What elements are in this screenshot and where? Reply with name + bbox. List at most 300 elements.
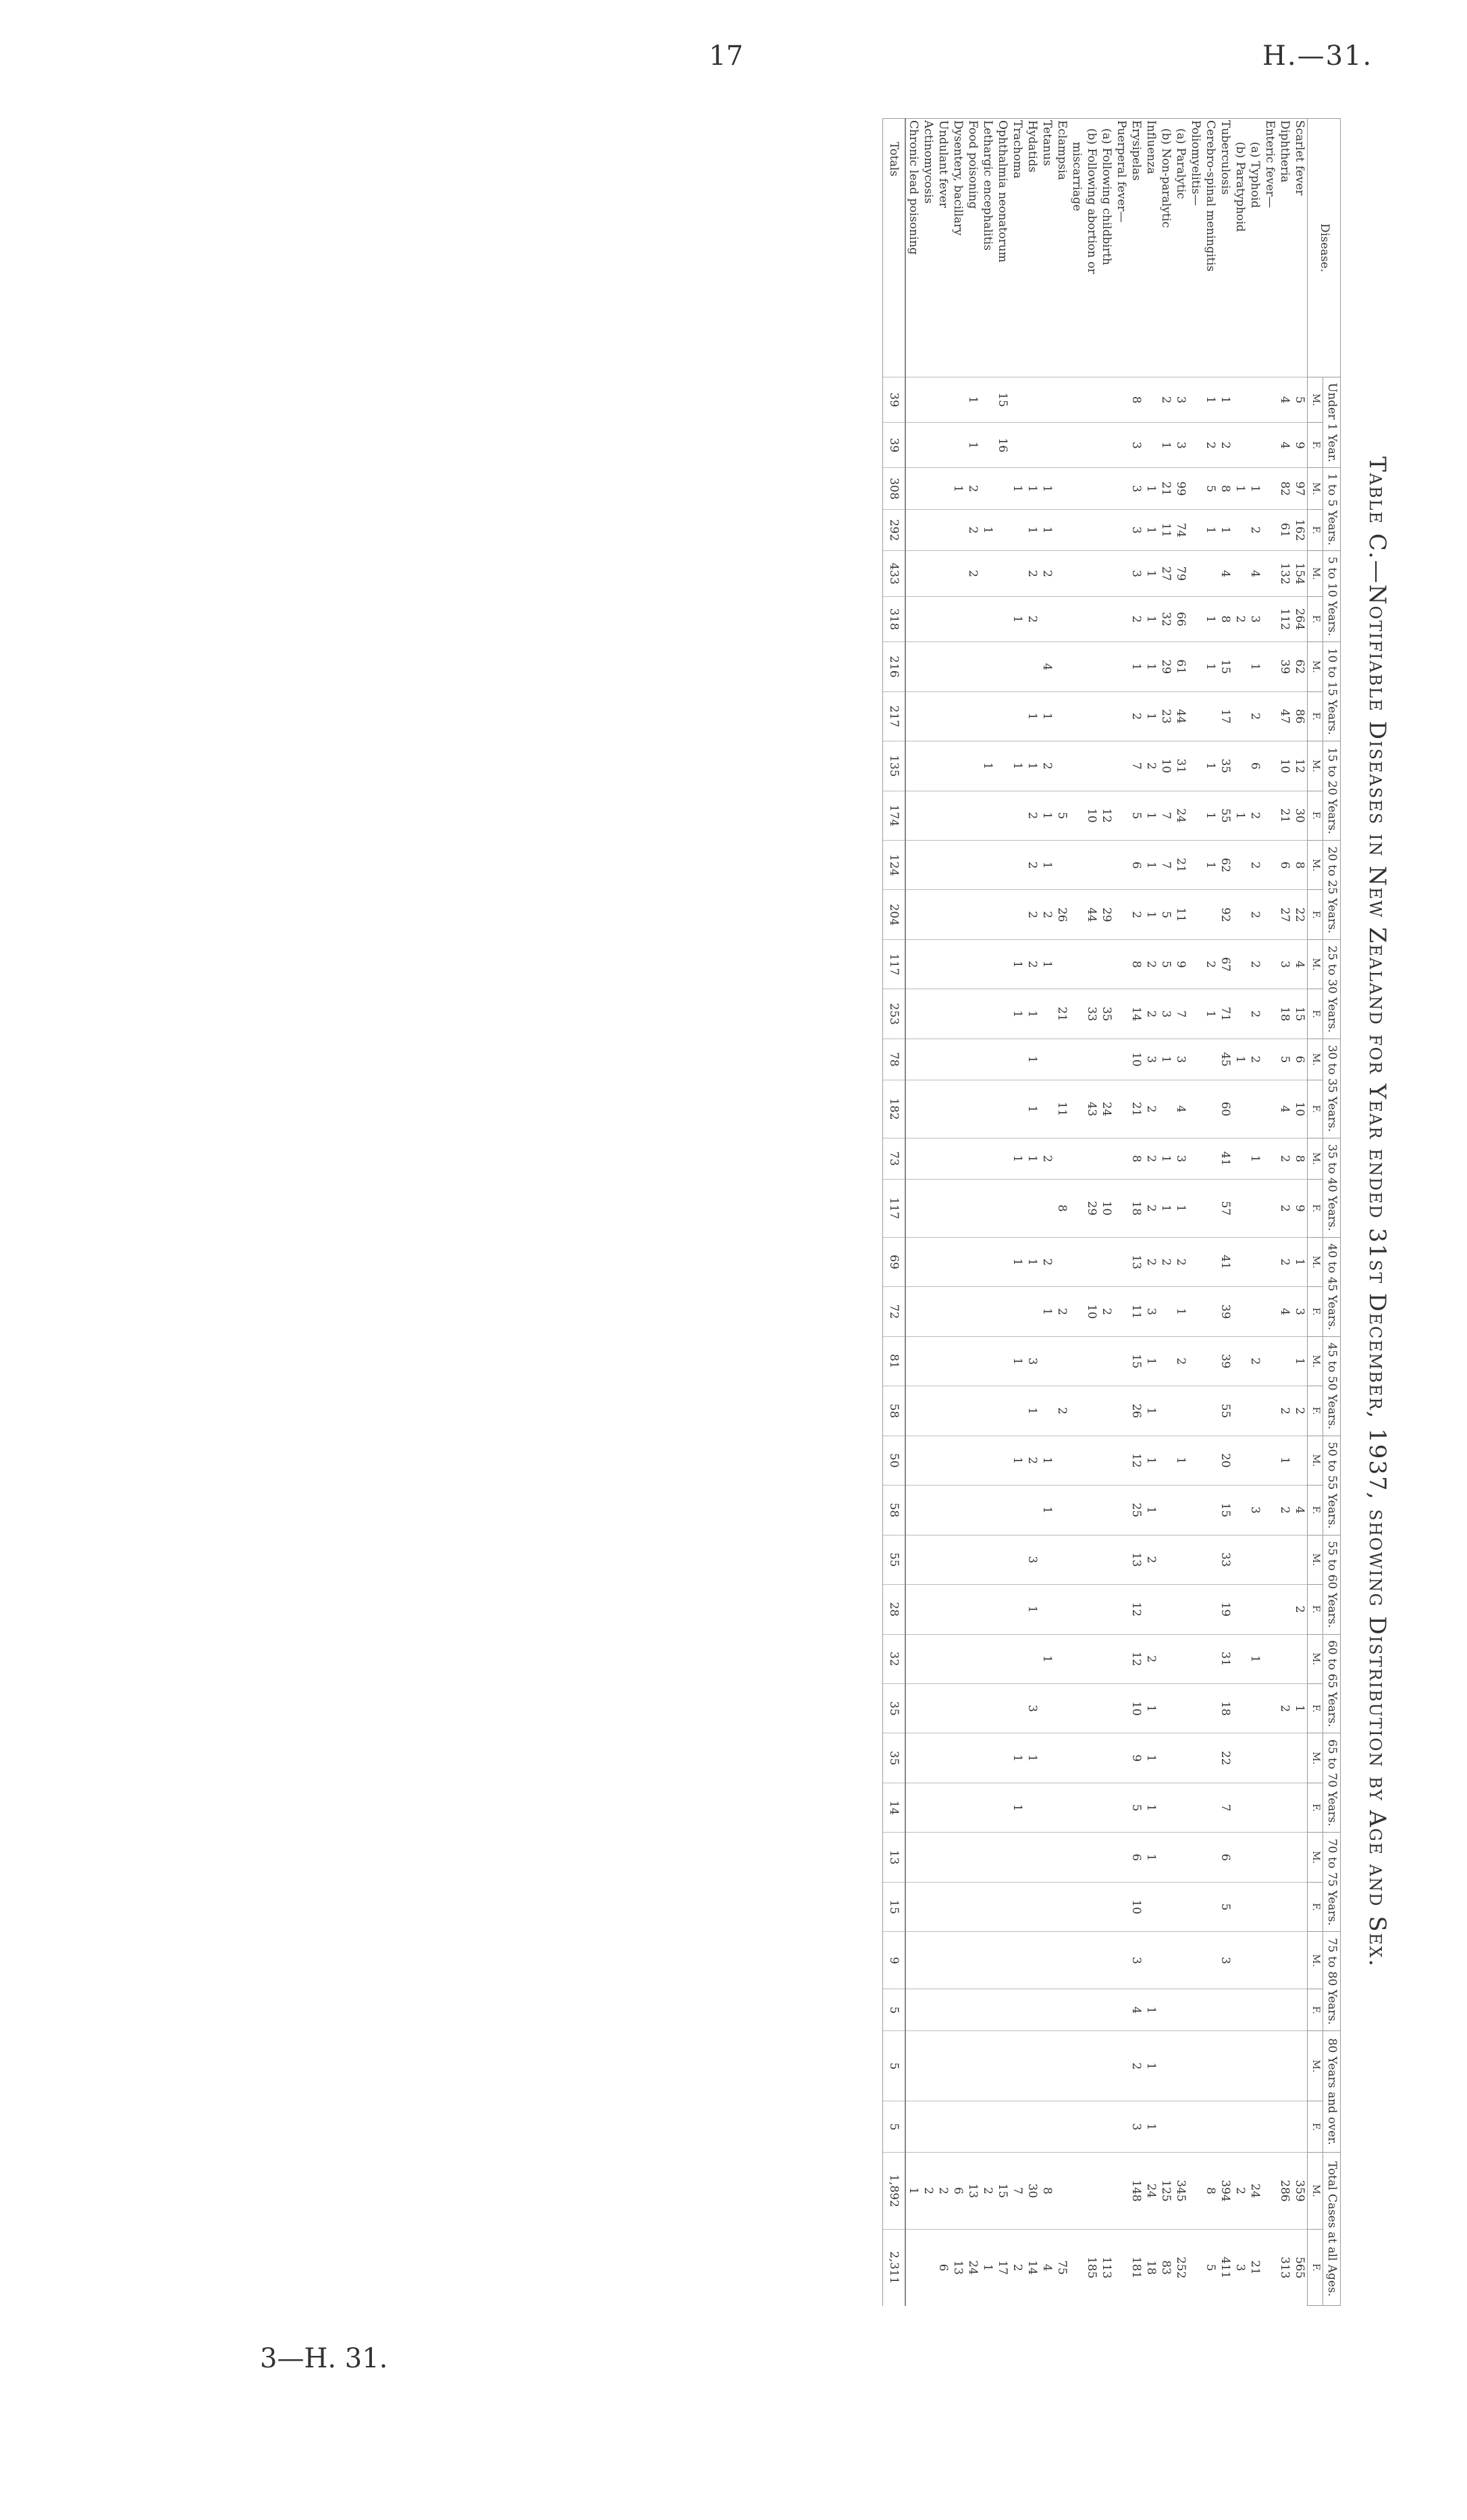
table-row — [965, 119, 980, 2306]
case-count-cell — [995, 1336, 1010, 1386]
case-count-cell: 2 — [1292, 1585, 1308, 1634]
case-count-cell — [1040, 1989, 1055, 2031]
case-count-cell: 1 — [1158, 1179, 1173, 1237]
case-count-cell — [1099, 1833, 1114, 1882]
case-count-cell: 12 — [1099, 791, 1114, 840]
table-row — [1203, 119, 1218, 2306]
case-count-cell: 1 — [1292, 1336, 1308, 1386]
case-count-cell — [905, 596, 921, 641]
case-count-cell — [1069, 1336, 1084, 1386]
case-count-cell: 1 — [1040, 468, 1055, 509]
case-count-cell — [980, 890, 995, 939]
case-count-cell — [995, 1535, 1010, 1584]
case-count-cell — [1069, 791, 1084, 840]
case-count-cell — [1262, 1080, 1277, 1138]
case-count-cell: 1 — [1248, 1634, 1262, 1683]
age-group-header: 25 to 30 Years. — [1323, 939, 1340, 1039]
case-count-cell — [905, 1386, 921, 1436]
case-count-cell — [1203, 1138, 1218, 1179]
case-count-cell — [1084, 1436, 1099, 1485]
case-count-cell — [995, 1039, 1010, 1080]
case-count-cell — [1233, 890, 1248, 939]
case-count-cell — [921, 509, 936, 550]
case-count-cell: 6 — [1129, 1833, 1144, 1882]
case-count-cell — [1262, 1486, 1277, 1535]
case-count-cell: 1 — [905, 2153, 921, 2230]
case-count-cell — [965, 939, 980, 989]
case-count-cell: 3 — [1173, 423, 1188, 468]
disease-name: (b) Paratyphoid — [1233, 119, 1248, 377]
case-count-cell: 2 — [1173, 1237, 1188, 1286]
disease-name: Influenza — [1144, 119, 1158, 377]
case-count-cell — [1025, 1932, 1040, 1989]
case-count-cell — [1114, 1080, 1129, 1138]
case-count-cell: 2 — [1277, 1138, 1292, 1179]
age-group-header: 65 to 70 Years. — [1323, 1733, 1340, 1833]
case-count-cell — [1055, 377, 1069, 423]
total-cell: 9 — [883, 1932, 906, 1989]
case-count-cell: 1 — [1010, 1783, 1025, 1832]
case-count-cell — [1069, 423, 1084, 468]
case-count-cell: 1 — [965, 423, 980, 468]
case-count-cell: 1 — [1158, 423, 1173, 468]
case-count-cell: 1 — [1144, 1989, 1158, 2031]
case-count-cell — [1203, 1932, 1218, 1989]
case-count-cell: 2 — [936, 2153, 951, 2230]
case-count-cell — [1084, 1585, 1099, 1634]
case-count-cell: 2 — [1025, 890, 1040, 939]
case-count-cell — [1158, 2101, 1173, 2153]
case-count-cell — [1114, 1179, 1129, 1237]
male-column-header: M. — [1308, 1436, 1323, 1485]
case-count-cell — [1188, 1989, 1203, 2031]
case-count-cell: 148 — [1129, 2153, 1144, 2230]
case-count-cell — [905, 1733, 921, 1783]
case-count-cell — [1099, 596, 1114, 641]
case-count-cell — [1203, 551, 1218, 596]
case-count-cell — [951, 1138, 965, 1179]
case-count-cell: 1 — [1173, 1287, 1188, 1336]
case-count-cell — [980, 2101, 995, 2153]
table-row — [1114, 119, 1129, 2306]
disease-name: Diphtheria — [1277, 119, 1292, 377]
case-count-cell — [980, 423, 995, 468]
table-row — [1218, 119, 1233, 2306]
case-count-cell — [1262, 1634, 1277, 1683]
case-count-cell — [951, 1733, 965, 1783]
case-count-cell: 2 — [1158, 377, 1173, 423]
age-group-header: 55 to 60 Years. — [1323, 1535, 1340, 1634]
case-count-cell: 15 — [1218, 642, 1233, 691]
case-count-cell — [1025, 1989, 1040, 2031]
case-count-cell — [905, 1683, 921, 1733]
case-count-cell: 2 — [1129, 691, 1144, 741]
case-count-cell — [1069, 1882, 1084, 1931]
case-count-cell — [1084, 1336, 1099, 1386]
case-count-cell: 26 — [1129, 1386, 1144, 1436]
case-count-cell — [1292, 1436, 1308, 1485]
case-count-cell — [905, 2229, 921, 2305]
case-count-cell: 162 — [1292, 509, 1308, 550]
case-count-cell — [1010, 1039, 1025, 1080]
case-count-cell: 47 — [1277, 691, 1292, 741]
case-count-cell — [936, 1436, 951, 1485]
case-count-cell — [965, 1138, 980, 1179]
total-cell: 174 — [883, 791, 906, 840]
case-count-cell: 1 — [980, 741, 995, 791]
case-count-cell — [951, 509, 965, 550]
total-cell: 204 — [883, 890, 906, 939]
case-count-cell: 7 — [1158, 841, 1173, 890]
case-count-cell — [980, 1989, 995, 2031]
case-count-cell — [965, 1783, 980, 1832]
case-count-cell — [1114, 1237, 1129, 1286]
case-count-cell: 5 — [1055, 791, 1069, 840]
case-count-cell: 2 — [1040, 1237, 1055, 1286]
case-count-cell — [1203, 1585, 1218, 1634]
case-count-cell — [1233, 2101, 1248, 2153]
case-count-cell — [1188, 377, 1203, 423]
case-count-cell: 1 — [1040, 939, 1055, 989]
case-count-cell — [1025, 1287, 1040, 1336]
case-count-cell — [1144, 1882, 1158, 1931]
case-count-cell — [1233, 509, 1248, 550]
case-count-cell: 112 — [1277, 596, 1292, 641]
case-count-cell — [1262, 1336, 1277, 1386]
case-count-cell: 1 — [1040, 841, 1055, 890]
case-count-cell: 27 — [1277, 890, 1292, 939]
case-count-cell — [965, 1932, 980, 1989]
case-count-cell — [1233, 2031, 1248, 2101]
case-count-cell — [1069, 1287, 1084, 1336]
case-count-cell — [965, 2101, 980, 2153]
case-count-cell: 6 — [936, 2229, 951, 2305]
case-count-cell — [951, 1634, 965, 1683]
case-count-cell: 132 — [1277, 551, 1292, 596]
case-count-cell — [1248, 1683, 1262, 1733]
case-count-cell — [1262, 1436, 1277, 1485]
case-count-cell — [1262, 1138, 1277, 1179]
case-count-cell: 2 — [1144, 1634, 1158, 1683]
case-count-cell: 8 — [1129, 1138, 1144, 1179]
case-count-cell: 2 — [1099, 1287, 1114, 1336]
case-count-cell: 2 — [1203, 939, 1218, 989]
total-cell: 117 — [883, 1179, 906, 1237]
case-count-cell: 1 — [1010, 1336, 1025, 1386]
case-count-cell — [1262, 1287, 1277, 1336]
case-count-cell — [1292, 1989, 1308, 2031]
total-cell: 13 — [883, 1833, 906, 1882]
case-count-cell: 1 — [1144, 2031, 1158, 2101]
male-column-header: M. — [1308, 468, 1323, 509]
case-count-cell — [1069, 377, 1084, 423]
case-count-cell — [965, 890, 980, 939]
case-count-cell: 3 — [1025, 1683, 1040, 1733]
case-count-cell — [1262, 1989, 1277, 2031]
case-count-cell — [1114, 551, 1129, 596]
case-count-cell — [905, 1039, 921, 1080]
case-count-cell: 1 — [1248, 468, 1262, 509]
case-count-cell: 75 — [1055, 2229, 1069, 2305]
case-count-cell: 9 — [1292, 423, 1308, 468]
case-count-cell: 2 — [1218, 423, 1233, 468]
case-count-cell: 71 — [1218, 989, 1233, 1039]
case-count-cell — [995, 1080, 1010, 1138]
totals-row — [883, 119, 906, 2306]
case-count-cell — [921, 939, 936, 989]
case-count-cell — [995, 1179, 1010, 1237]
case-count-cell — [1158, 1287, 1173, 1336]
case-count-cell — [1173, 1783, 1188, 1832]
case-count-cell: 264 — [1292, 596, 1308, 641]
male-column-header: M. — [1308, 2031, 1323, 2101]
case-count-cell — [1114, 1535, 1129, 1584]
case-count-cell — [1010, 1932, 1025, 1989]
case-count-cell: 1 — [1144, 1436, 1158, 1485]
case-count-cell — [921, 2101, 936, 2153]
case-count-cell — [1203, 1733, 1218, 1783]
case-count-cell: 83 — [1158, 2229, 1173, 2305]
case-count-cell: 4 — [1129, 1989, 1144, 2031]
case-count-cell: 5 — [1203, 2229, 1218, 2305]
case-count-cell — [1055, 1535, 1069, 1584]
case-count-cell — [1262, 1783, 1277, 1832]
case-count-cell: 4 — [1040, 642, 1055, 691]
case-count-cell — [980, 1486, 995, 1535]
age-group-header: 75 to 80 Years. — [1323, 1932, 1340, 2031]
case-count-cell — [936, 939, 951, 989]
case-count-cell — [905, 509, 921, 550]
case-count-cell: 10 — [1099, 1179, 1114, 1237]
case-count-cell: 1 — [1144, 1733, 1158, 1783]
case-count-cell: 2 — [1277, 1486, 1292, 1535]
case-count-cell — [1084, 642, 1099, 691]
table-row — [995, 119, 1010, 2306]
case-count-cell: 1 — [1233, 791, 1248, 840]
case-count-cell — [1233, 1932, 1248, 1989]
case-count-cell — [1188, 1932, 1203, 1989]
case-count-cell: 3 — [1218, 1932, 1233, 1989]
case-count-cell: 8 — [1129, 377, 1144, 423]
case-count-cell — [1188, 1833, 1203, 1882]
case-count-cell — [1158, 1585, 1173, 1634]
case-count-cell — [921, 1436, 936, 1485]
case-count-cell — [951, 989, 965, 1039]
case-count-cell — [1173, 1486, 1188, 1535]
case-count-cell — [951, 596, 965, 641]
case-count-cell: 8 — [1040, 2153, 1055, 2230]
total-cell: 28 — [883, 1585, 906, 1634]
case-count-cell: 44 — [1084, 890, 1099, 939]
female-column-header: F. — [1308, 890, 1323, 939]
case-count-cell — [905, 1179, 921, 1237]
case-count-cell: 7 — [1173, 989, 1188, 1039]
case-count-cell — [1262, 1039, 1277, 1080]
case-count-cell — [1010, 1634, 1025, 1683]
case-count-cell — [1114, 841, 1129, 890]
case-count-cell — [1277, 1989, 1292, 2031]
case-count-cell: 97 — [1292, 468, 1308, 509]
table-row — [1129, 119, 1144, 2306]
case-count-cell: 7 — [1218, 1783, 1233, 1832]
case-count-cell — [1188, 1287, 1203, 1336]
disease-name: (b) Non-paralytic — [1158, 119, 1173, 377]
case-count-cell — [1010, 791, 1025, 840]
case-count-cell — [936, 551, 951, 596]
case-count-cell — [905, 423, 921, 468]
case-count-cell — [965, 1486, 980, 1535]
case-count-cell — [1173, 1833, 1188, 1882]
case-count-cell — [1099, 1535, 1114, 1584]
male-column-header: M. — [1308, 1634, 1323, 1683]
disease-name: Hydatids — [1025, 119, 1040, 377]
disease-name: Puerperal fever— — [1114, 119, 1129, 377]
case-count-cell — [995, 1833, 1010, 1882]
case-count-cell: 2 — [1292, 1386, 1308, 1436]
case-count-cell — [1069, 1683, 1084, 1733]
case-count-cell — [1262, 741, 1277, 791]
case-count-cell: 1 — [1248, 642, 1262, 691]
case-count-cell: 1 — [965, 377, 980, 423]
table-row — [1084, 119, 1099, 2306]
case-count-cell — [1040, 377, 1055, 423]
case-count-cell: 8 — [1129, 939, 1144, 989]
table-row — [1233, 119, 1248, 2306]
case-count-cell — [951, 2101, 965, 2153]
case-count-cell — [951, 1833, 965, 1882]
case-count-cell — [965, 1535, 980, 1584]
case-count-cell — [936, 1287, 951, 1336]
case-count-cell — [921, 791, 936, 840]
case-count-cell — [965, 642, 980, 691]
case-count-cell: 24 — [965, 2229, 980, 2305]
case-count-cell: 3 — [1025, 1535, 1040, 1584]
case-count-cell — [1262, 841, 1277, 890]
case-count-cell: 6 — [1218, 1833, 1233, 1882]
disease-name: Poliomyelitis— — [1188, 119, 1203, 377]
case-count-cell — [936, 1585, 951, 1634]
case-count-cell: 1 — [1203, 741, 1218, 791]
case-count-cell — [936, 1783, 951, 1832]
disease-name: (a) Following childbirth — [1099, 119, 1114, 377]
case-count-cell: 1 — [951, 468, 965, 509]
total-cell: 15 — [883, 1882, 906, 1931]
case-count-cell: 2 — [1277, 1386, 1292, 1436]
case-count-cell — [1069, 1039, 1084, 1080]
age-group-header: 10 to 15 Years. — [1323, 642, 1340, 741]
case-count-cell — [1114, 1486, 1129, 1535]
case-count-cell — [1084, 1634, 1099, 1683]
case-count-cell — [905, 890, 921, 939]
case-count-cell: 1 — [1025, 468, 1040, 509]
case-count-cell — [995, 890, 1010, 939]
case-count-cell — [1040, 1783, 1055, 1832]
case-count-cell: 1 — [1144, 468, 1158, 509]
case-count-cell — [1099, 1783, 1114, 1832]
case-count-cell — [936, 841, 951, 890]
case-count-cell — [936, 1733, 951, 1783]
case-count-cell — [1233, 691, 1248, 741]
case-count-cell: 1 — [1203, 377, 1218, 423]
case-count-cell — [905, 1833, 921, 1882]
case-count-cell: 1 — [1144, 1386, 1158, 1436]
case-count-cell: 14 — [1025, 2229, 1040, 2305]
case-count-cell: 21 — [1248, 2229, 1262, 2305]
case-count-cell — [1248, 1783, 1262, 1832]
case-count-cell — [1292, 2101, 1308, 2153]
table-row — [1292, 119, 1308, 2306]
case-count-cell: 15 — [1292, 989, 1308, 1039]
case-count-cell — [936, 989, 951, 1039]
case-count-cell: 61 — [1173, 642, 1188, 691]
case-count-cell: 2 — [1248, 691, 1262, 741]
case-count-cell: 20 — [1218, 1436, 1233, 1485]
case-count-cell — [1055, 509, 1069, 550]
case-count-cell — [1262, 1882, 1277, 1931]
case-count-cell — [1114, 1833, 1129, 1882]
case-count-cell — [936, 1833, 951, 1882]
case-count-cell: 2 — [1144, 1138, 1158, 1179]
case-count-cell — [965, 1833, 980, 1882]
case-count-cell — [1069, 1585, 1084, 1634]
case-count-cell: 1 — [1040, 791, 1055, 840]
case-count-cell — [1158, 1486, 1173, 1535]
female-column-header: F. — [1308, 2229, 1323, 2305]
case-count-cell: 7 — [1158, 791, 1173, 840]
case-count-cell — [1114, 1683, 1129, 1733]
case-count-cell — [995, 551, 1010, 596]
case-count-cell — [1084, 1783, 1099, 1832]
age-group-header: 5 to 10 Years. — [1323, 551, 1340, 642]
case-count-cell: 2 — [1248, 791, 1262, 840]
case-count-cell — [1248, 1080, 1262, 1138]
case-count-cell: 44 — [1173, 691, 1188, 741]
case-count-cell: 13 — [951, 2229, 965, 2305]
case-count-cell: 24 — [1144, 2153, 1158, 2230]
case-count-cell — [1040, 1585, 1055, 1634]
case-count-cell — [1188, 890, 1203, 939]
disease-name: (a) Typhoid — [1248, 119, 1262, 377]
case-count-cell — [995, 1683, 1010, 1733]
case-count-cell — [1233, 741, 1248, 791]
case-count-cell — [1233, 1535, 1248, 1584]
case-count-cell — [951, 1386, 965, 1436]
case-count-cell — [936, 1336, 951, 1386]
case-count-cell: 2 — [1040, 890, 1055, 939]
case-count-cell: 23 — [1158, 691, 1173, 741]
case-count-cell — [1040, 1833, 1055, 1882]
female-column-header: F. — [1308, 509, 1323, 550]
case-count-cell — [965, 1237, 980, 1286]
table-row — [1158, 119, 1173, 2306]
case-count-cell: 1 — [1233, 1039, 1248, 1080]
case-count-cell: 1 — [1010, 741, 1025, 791]
age-group-header: Under 1 Year. — [1323, 377, 1340, 468]
case-count-cell: 3 — [1277, 939, 1292, 989]
case-count-cell — [1069, 1783, 1084, 1832]
case-count-cell — [1069, 1833, 1084, 1882]
total-cell: 73 — [883, 1138, 906, 1179]
case-count-cell — [905, 791, 921, 840]
case-count-cell — [905, 377, 921, 423]
case-count-cell: 1 — [1010, 468, 1025, 509]
case-count-cell — [1084, 377, 1099, 423]
case-count-cell — [936, 1080, 951, 1138]
female-column-header: F. — [1308, 1080, 1323, 1138]
case-count-cell — [1188, 1336, 1203, 1386]
case-count-cell: 1 — [1025, 1585, 1040, 1634]
case-count-cell — [951, 691, 965, 741]
